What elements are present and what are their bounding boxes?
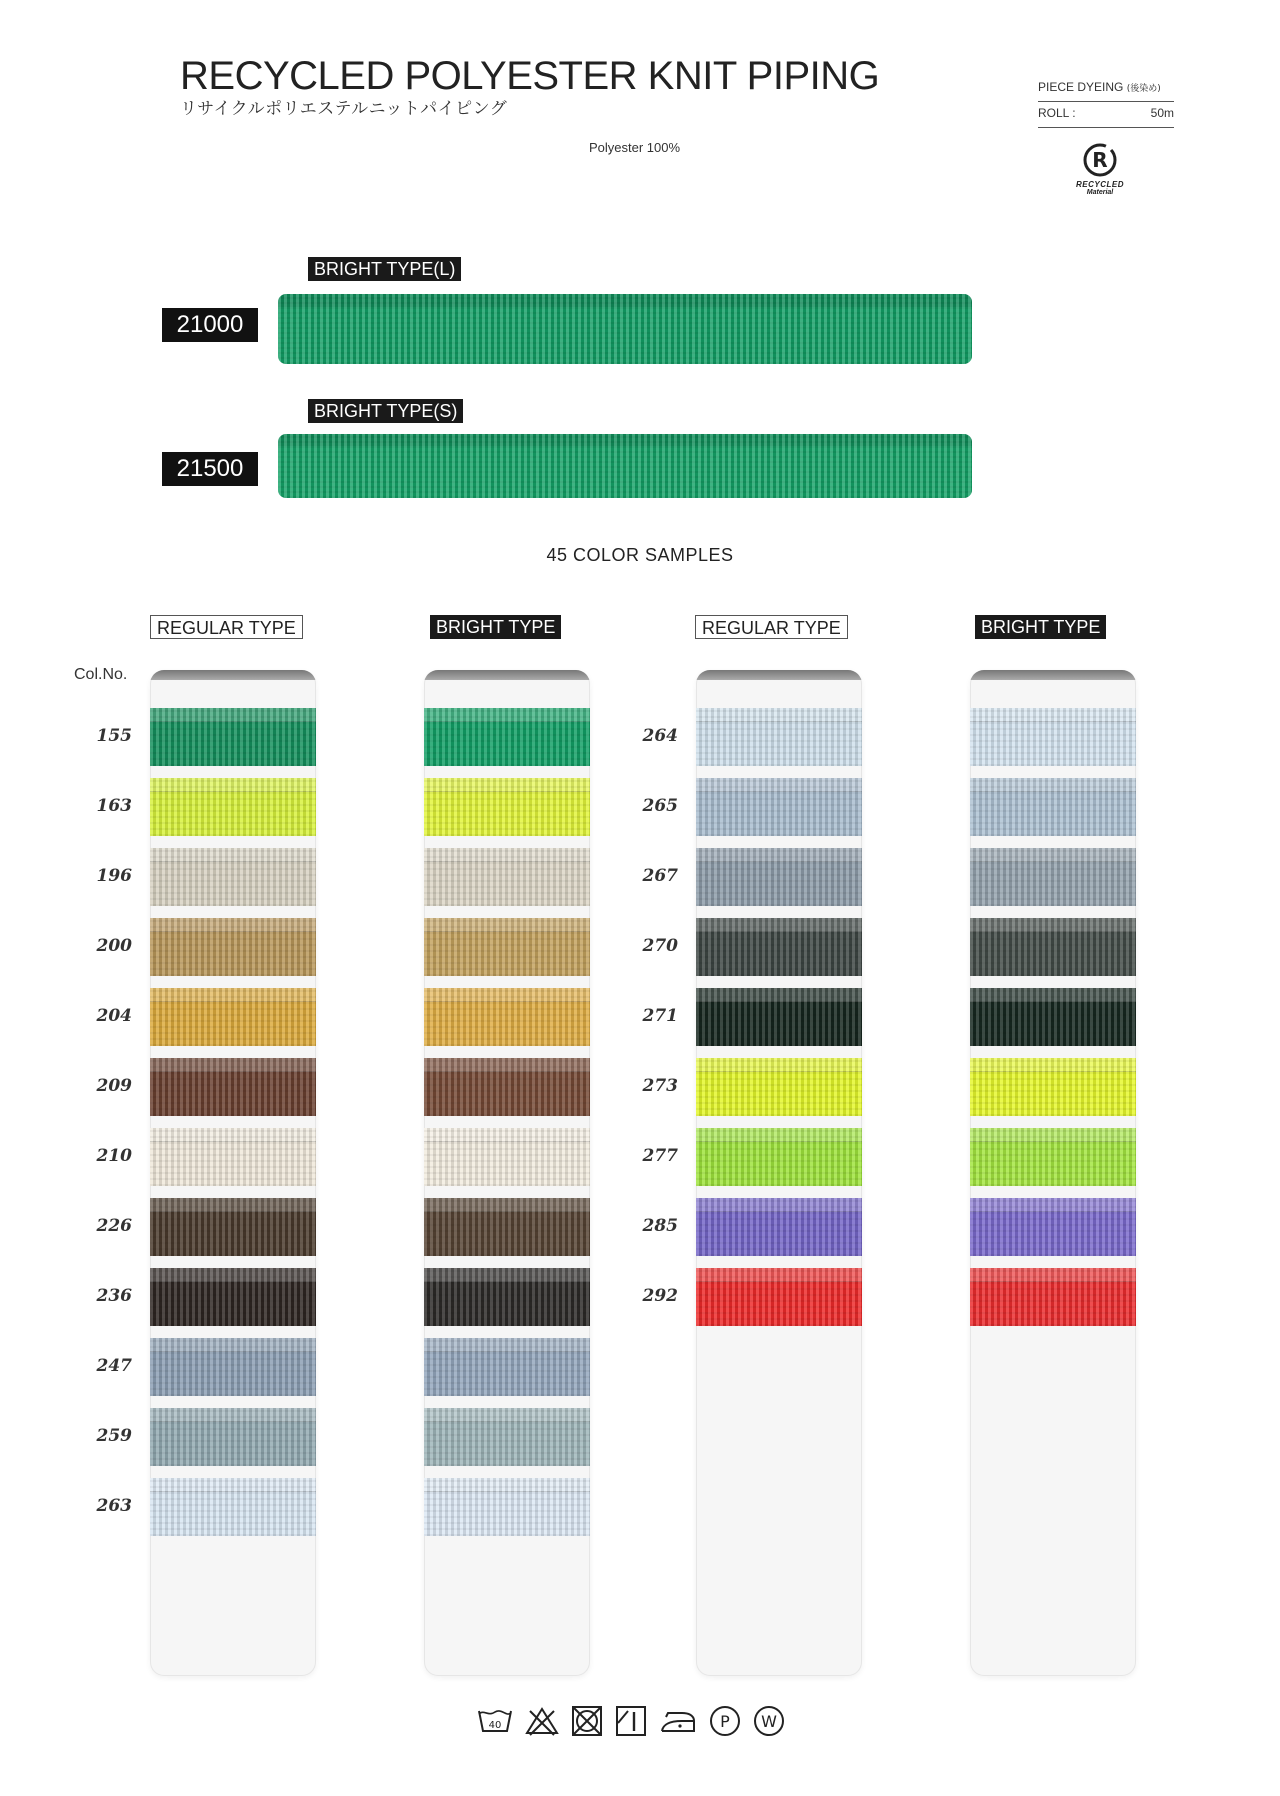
color-swatch-regular [696,1058,862,1116]
color-swatch-regular [696,1268,862,1326]
material-composition: Polyester 100% [589,140,681,155]
roll-value: 50m [1150,106,1174,120]
color-swatch-regular [696,1128,862,1186]
color-number: 204 [96,1006,132,1026]
color-swatch-regular [150,1058,316,1116]
color-swatch-regular [696,848,862,906]
piping-sample [278,434,972,498]
logo-text-material: Material [1086,189,1114,196]
color-swatch-bright [424,918,590,976]
color-number: 210 [96,1146,132,1166]
color-swatch-regular [696,988,862,1046]
product-type-label: BRIGHT TYPE(S) [308,399,463,423]
product-type-label: BRIGHT TYPE(L) [308,257,461,281]
color-swatch-regular [150,848,316,906]
roll-label: ROLL : [1038,106,1076,120]
color-swatch-bright [424,708,590,766]
color-swatch-regular [696,708,862,766]
color-swatch-bright [970,1198,1136,1256]
color-number: 270 [642,936,678,956]
color-number: 285 [642,1216,678,1236]
color-swatch-bright [424,848,590,906]
color-swatch-bright [970,918,1136,976]
dry-clean-letter: P [720,1712,730,1731]
page-title: RECYCLED POLYESTER KNIT PIPING [180,54,880,98]
dyeing-sub-label: (後染め) [1126,84,1161,94]
iron-low-icon [658,1705,698,1742]
color-swatch-regular [150,778,316,836]
spec-box [1038,76,1174,128]
recycled-r-icon [1082,142,1118,178]
column-header-bright: BRIGHT TYPE [430,615,561,639]
wet-clean-letter: W [761,1712,777,1731]
color-swatch-bright [424,1408,590,1466]
color-swatch-regular [150,918,316,976]
color-swatch-bright [970,1268,1136,1326]
color-swatch-regular [150,1198,316,1256]
color-swatch-bright [424,988,590,1046]
drip-dry-icon [614,1705,648,1742]
color-swatch-bright [970,988,1136,1046]
color-number: 292 [642,1286,678,1306]
color-number: 264 [642,726,678,746]
column-header-regular: REGULAR TYPE [695,615,848,639]
color-swatch-bright [970,708,1136,766]
logo-text-recycled: RECYCLED [1075,180,1124,189]
color-swatch-regular [150,1338,316,1396]
color-swatch-bright [970,778,1136,836]
color-swatch-regular [150,1128,316,1186]
swatch-card-regular [150,670,316,1676]
column-header-regular: REGULAR TYPE [150,615,303,639]
color-swatch-regular [150,988,316,1046]
color-number: 155 [96,726,132,746]
color-number: 200 [96,936,132,956]
color-samples-heading: 45 COLOR SAMPLES [546,545,734,565]
color-number: 236 [96,1286,132,1306]
color-number: 263 [96,1496,132,1516]
color-swatch-bright [970,848,1136,906]
color-swatch-bright [970,1128,1136,1186]
color-number: 196 [96,866,132,886]
color-number: 226 [96,1216,132,1236]
color-number: 267 [642,866,678,886]
color-number: 163 [96,796,132,816]
no-tumble-dry-icon [570,1705,604,1742]
color-number: 271 [642,1006,678,1026]
dyeing-row [1038,76,1174,102]
color-swatch-regular [696,1198,862,1256]
wash-temperature: 40 [488,1720,502,1731]
page-title-japanese: リサイクルポリエステルニットパイピング [180,99,508,119]
swatch-card-bright [970,670,1136,1676]
color-swatch-regular [696,778,862,836]
swatch-card-bright [424,670,590,1676]
color-swatch-regular [696,918,862,976]
color-swatch-regular [150,708,316,766]
no-bleach-icon [524,1705,560,1742]
color-number: 273 [642,1076,678,1096]
care-symbols [476,1704,786,1743]
piping-sample [278,294,972,364]
wash-40-icon [476,1705,514,1742]
color-number: 277 [642,1146,678,1166]
product-code: 21500 [162,452,258,486]
col-no-label: Col.No. [74,666,128,683]
color-swatch-bright [424,1268,590,1326]
color-swatch-bright [424,1478,590,1536]
color-number: 247 [96,1356,132,1376]
swatch-card-regular [696,670,862,1676]
color-swatch-regular [150,1268,316,1326]
color-swatch-bright [424,1198,590,1256]
column-header-bright: BRIGHT TYPE [975,615,1106,639]
color-swatch-regular [150,1478,316,1536]
svg-text:R: R [1092,148,1108,172]
color-number: 259 [96,1426,132,1446]
dyeing-label: PIECE DYEING (後染め) [1038,80,1161,94]
dry-clean-p-icon [708,1704,742,1743]
product-code: 21000 [162,308,258,342]
color-swatch-regular [150,1408,316,1466]
color-swatch-bright [424,778,590,836]
color-swatch-bright [424,1058,590,1116]
color-swatch-bright [970,1058,1136,1116]
color-number: 209 [96,1076,132,1096]
wet-clean-w-icon [752,1704,786,1743]
roll-row [1038,102,1174,128]
recycled-material-logo [1066,142,1134,206]
color-number: 265 [642,796,678,816]
color-swatch-bright [424,1338,590,1396]
color-swatch-bright [424,1128,590,1186]
